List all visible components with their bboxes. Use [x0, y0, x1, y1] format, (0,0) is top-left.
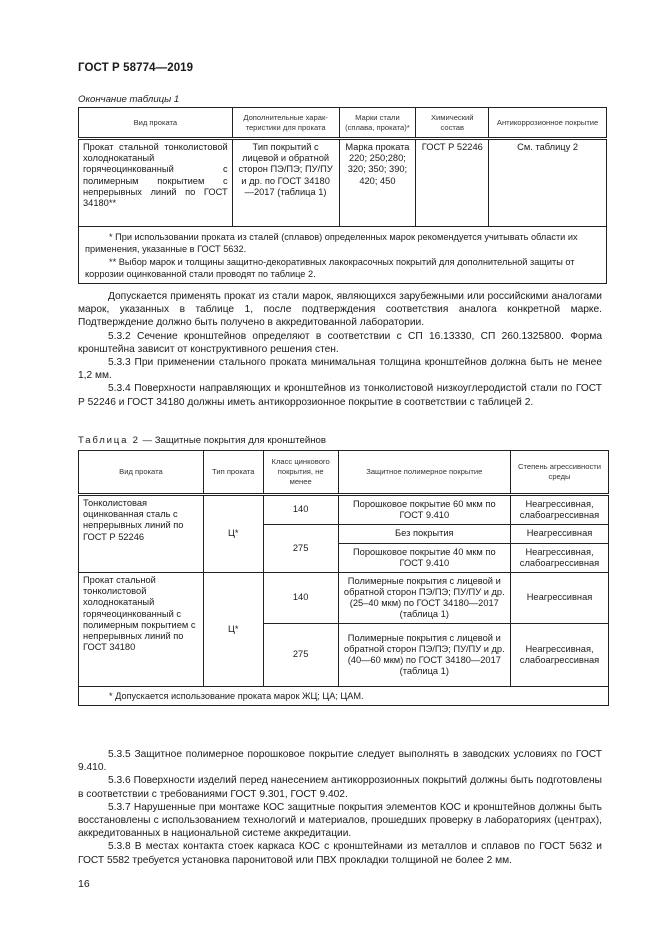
table1-header-row [79, 108, 607, 139]
body-text-1 [78, 290, 602, 409]
table-row [79, 495, 609, 525]
table2-caption [78, 435, 326, 446]
table2-note-row [79, 687, 609, 706]
table1-notes [79, 227, 607, 284]
standard-header: ГОСТ Р 58774—2019 [78, 62, 194, 74]
table2-g1-env-b1: Неагрессивная [511, 525, 609, 544]
table2-g1-coat-b2: Порошковое покрытие 40 мкм по ГОСТ 9.410 [338, 544, 510, 573]
table-row [79, 139, 607, 227]
paragraph: 5.3.7 Нарушенные при монтаже КОС защитные покрытия элементов КОС и кронштейнов должны быть восстановлены с использованием технологий и материалов, прошедших проверку в лабораториях (центрах), аккредитованных в национальной системе аккредитации. [78, 801, 602, 840]
table2-g1-class-b: 275 [263, 525, 338, 573]
table2-g2-env-a: Неагрессивная [511, 573, 609, 624]
table2-g1-class-a: 140 [263, 495, 338, 525]
paragraph: 5.3.5 Защитное полимерное порошковое покрытие следует выполнять в заводских условиях по ГОСТ 9.410. [78, 749, 602, 774]
table2-g2-env-b: Неагрессивная, слабоагрессивная [511, 624, 609, 687]
table2-g2-type: Ц* [203, 573, 263, 687]
table2-g2-coat-b: Полимерные покрытия с лицевой и обратной сторон ПЭ/ПЭ; ПУ/ПУ и др. (40—60 мкм) по ГОСТ 34180—2017 (таблица 1) [338, 624, 510, 687]
table2 [78, 450, 609, 706]
table1-header-cell: Марки стали (сплава, проката)* [339, 108, 416, 139]
table1-grades: Марка проката 220; 250;280; 320; 350; 390; 420; 450 [339, 139, 416, 227]
table2-g2-class-b: 275 [263, 624, 338, 687]
table2-header-cell: Защитное полимерное покрытие [338, 451, 510, 495]
table2-header-cell: Вид проката [79, 451, 204, 495]
paragraph: 5.3.3 При применении стального проката минимальная толщина кронштейнов должна быть не менее 1,2 мм. [78, 357, 602, 382]
table2-header-row [79, 451, 609, 495]
table2-g1-product: Тонколистовая оцинкованная сталь с непрерывных линий по ГОСТ Р 52246 [79, 495, 204, 573]
table1-characteristics: Тип покрытий с лицевой и обратной сторон ПЭ/ПЭ; ПУ/ПУ и др. по ГОСТ 34180—2017 (таблица 1) [232, 139, 339, 227]
table2-caption-title: — Защитные покрытия для кронштейнов [139, 435, 326, 446]
body-text-2 [78, 748, 602, 867]
table1-header-cell: Химический состав [416, 108, 489, 139]
table1-caption: Окончание таблицы 1 [78, 94, 180, 105]
table2-g2-class-a: 140 [263, 573, 338, 624]
table2-g2-coat-a: Полимерные покрытия с лицевой и обратной сторон ПЭ/ПЭ; ПУ/ПУ и др. (25–40 мкм) по ГОСТ 34180—2017 (таблица 1) [338, 573, 510, 624]
table1-header-cell: Вид проката [79, 108, 233, 139]
table2-g1-coat-b1: Без покрытия [338, 525, 510, 544]
table2-header-cell: Класс цинкового покрытия, не менее [263, 451, 338, 495]
paragraph: 5.3.2 Сечение кронштейнов определяют в соответствии с СП 16.13330, СП 260.1325800. Форма кронштейна зависит от конструктивного решения стен. [78, 330, 602, 355]
table2-header-cell: Степень агрессивности среды [511, 451, 609, 495]
table1-coating: См. таблицу 2 [489, 139, 607, 227]
table1-product: Прокат стальной тонколистовой холоднокатаный горячеоцинкованный с полимерным покрытием с непрерывных линий по ГОСТ 34180** [79, 139, 233, 227]
table1-header-cell: Дополнительные харак-теристики для проката [232, 108, 339, 139]
page-number: 16 [78, 878, 90, 890]
table2-note: * Допускается использование проката марок ЖЦ; ЦА; ЦАМ. [79, 687, 609, 706]
table2-g1-env-a: Неагрессивная, слабоагрессивная [511, 495, 609, 525]
paragraph: Допускается применять прокат из стали марок, являющихся зарубежными или российскими аналогами марок, указанных в таблице 1, после подтверждения соответствия аналога конкретной марке. Подтверждение должно быть получено в аккредитованной лаборатории. [78, 291, 602, 329]
paragraph: 5.3.6 Поверхности изделий перед нанесением антикоррозионных покрытий должны быть подготовлены в соответствии с требованиями ГОСТ 9.301, ГОСТ 9.402. [78, 775, 602, 800]
table1-note-2: ** Выбор марок и толщины защитно-декоративных лакокрасочных покрытий для дополнительной защиты от коррозии оцинкованной стали проводят по таблице 2. [85, 257, 575, 279]
table1-note-1: * При использовании проката из сталей (сплавов) определенных марок рекомендуется учитывать области их применения, указанные в ГОСТ 5632. [85, 232, 578, 254]
paragraph: 5.3.8 В местах контакта стоек каркаса КОС с кронштейнами из металлов и сплавов по ГОСТ 5632 и ГОСТ 5582 требуется установка паронитовой или ПВХ прокладки толщиной не более 2 мм. [78, 841, 602, 866]
table2-g2-product: Прокат стальной тонколистовой холоднокатаный горячеоцинкованный с полимерным покрытием с непрерывных линий по ГОСТ 34180 [79, 573, 204, 687]
table-row [79, 573, 609, 624]
table2-caption-word: Таблица 2 [78, 435, 140, 446]
table2-g1-coat-a: Порошковое покрытие 60 мкм по ГОСТ 9.410 [338, 495, 510, 525]
table1 [78, 107, 607, 284]
table1-notes-row [79, 227, 607, 284]
table1-chem: ГОСТ Р 52246 [416, 139, 489, 227]
table2-g1-env-b2: Неагрессивная, слабоагрессивная [511, 544, 609, 573]
paragraph: 5.3.4 Поверхности направляющих и кронштейнов из тонколистовой низкоуглеродистой стали по ГОСТ Р 52246 и ГОСТ 34180 должны иметь антикоррозионное покрытие в соответствии с таблицей 2. [78, 383, 602, 408]
table2-header-cell: Тип проката [203, 451, 263, 495]
table2-g1-type: Ц* [203, 495, 263, 573]
table1-header-cell: Антикоррозионное покрытие [489, 108, 607, 139]
